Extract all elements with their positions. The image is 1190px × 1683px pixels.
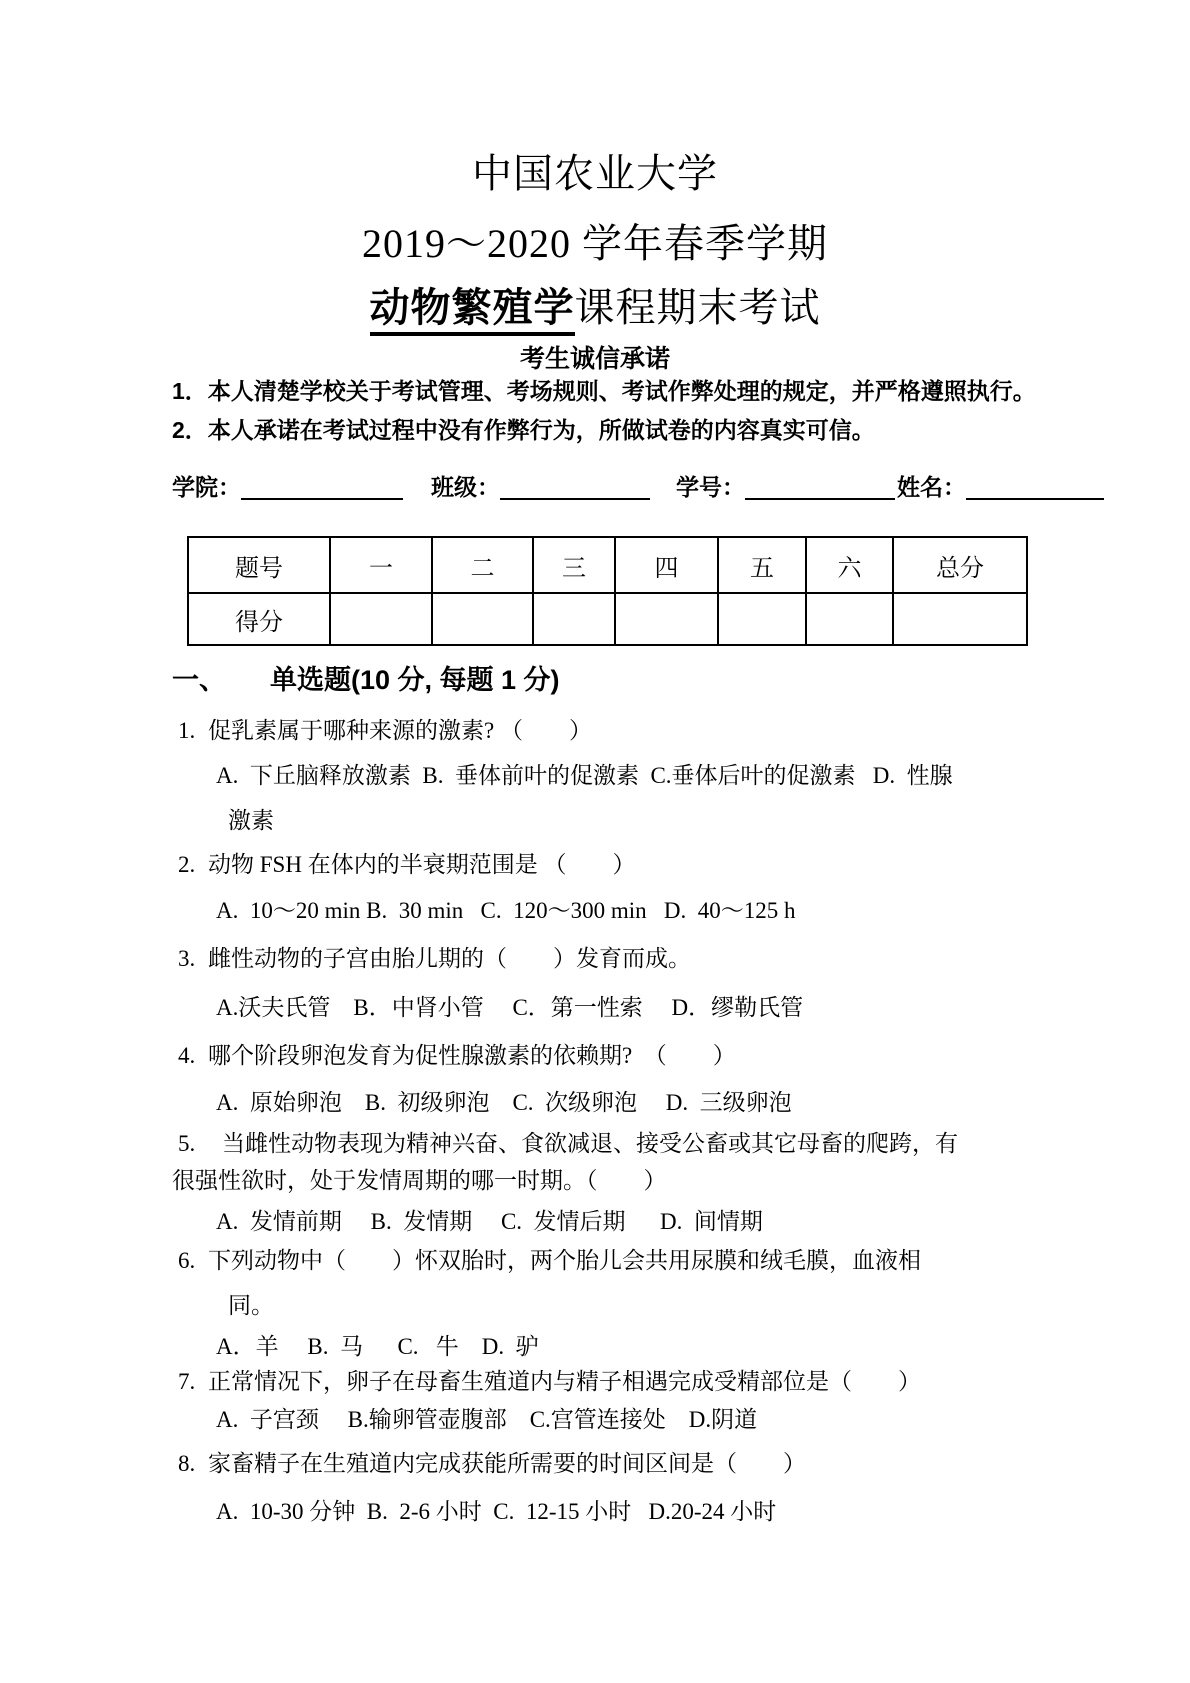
question-8 <box>178 1449 806 1479</box>
question-8-number: 8. <box>178 1451 196 1476</box>
question-1-options: A. 下丘脑释放激素 B. 垂体前叶的促激素 C.垂体后叶的促激素 D. 性腺 <box>216 763 953 788</box>
question-3-number: 3. <box>178 946 196 971</box>
score-header-cell: 二 <box>432 537 533 593</box>
question-3-options: A.沃夫氏管 B．中肾小管 C．第一性索 D．缪勒氏管 <box>216 995 804 1020</box>
student-id-label: 学号： <box>676 474 745 500</box>
question-1-text: 促乳素属于哪种来源的激素? （ ） <box>208 718 592 743</box>
score-table-score-row <box>188 593 1027 645</box>
score-row-label: 得分 <box>188 593 330 645</box>
question-4-options: A. 原始卵泡 B. 初级卵泡 C. 次级卵泡 D. 三级卵泡 <box>216 1090 792 1115</box>
question-6-options: A．羊 B. 马 C. 牛 D. 驴 <box>216 1334 539 1359</box>
question-5-options: A. 发情前期 B. 发情期 C. 发情后期 D. 间情期 <box>216 1209 763 1234</box>
student-id-blank <box>745 474 895 500</box>
score-table <box>187 536 1028 646</box>
score-header-cell: 三 <box>533 537 615 593</box>
name-blank <box>966 474 1104 500</box>
question-6 <box>178 1246 921 1276</box>
question-1-number: 1. <box>178 718 196 743</box>
question-1 <box>178 716 592 746</box>
section-title: 单选题(10 分, 每题 1 分) <box>270 665 560 695</box>
question-7 <box>178 1367 921 1397</box>
name-label: 姓名： <box>897 474 966 500</box>
score-header-cell: 五 <box>718 537 806 593</box>
pledge-item-2: 2．本人承诺在考试过程中没有作弊行为，所做试卷的内容真实可信。 <box>172 417 875 443</box>
question-5-text-line1: 当雌性动物表现为精神兴奋、食欲减退、接受公畜或其它母畜的爬跨，有 <box>222 1131 958 1156</box>
university-title: 中国农业大学 <box>472 151 718 196</box>
score-cell <box>330 593 432 645</box>
score-cell <box>893 593 1027 645</box>
question-2-number: 2. <box>178 852 196 877</box>
question-2-text: 动物 FSH 在体内的半衰期范围是 （ ） <box>208 852 636 877</box>
college-blank <box>241 474 403 500</box>
score-cell <box>718 593 806 645</box>
question-6-text-line1: 下列动物中（ ）怀双胎时，两个胎儿会共用尿膜和绒毛膜，血液相 <box>208 1248 921 1273</box>
semester-title: 2019～2020 学年春季学期 <box>362 221 828 266</box>
question-5 <box>178 1129 958 1159</box>
section-one-heading <box>172 658 560 697</box>
class-label: 班级： <box>431 474 500 500</box>
question-7-options: A. 子宫颈 B.输卵管壶腹部 C.宫管连接处 D.阴道 <box>216 1407 758 1432</box>
score-header-cell: 六 <box>806 537 893 593</box>
question-4 <box>178 1041 736 1071</box>
question-3 <box>178 944 691 974</box>
question-1-options-cont: 激素 <box>228 808 274 833</box>
question-7-number: 7. <box>178 1369 196 1394</box>
question-2 <box>178 850 635 880</box>
college-label: 学院： <box>172 474 241 500</box>
question-8-text: 家畜精子在生殖道内完成获能所需要的时间区间是（ ） <box>208 1451 806 1476</box>
score-cell <box>432 593 533 645</box>
question-4-text: 哪个阶段卵泡发育为促性腺激素的依赖期? （ ） <box>208 1043 736 1068</box>
score-header-cell: 一 <box>330 537 432 593</box>
question-8-options: A. 10-30 分钟 B. 2-6 小时 C. 12-15 小时 D.20-24 小时 <box>216 1499 777 1524</box>
question-7-text: 正常情况下，卵子在母畜生殖道内与精子相遇完成受精部位是（ ） <box>208 1369 921 1394</box>
score-header-cell: 四 <box>615 537 718 593</box>
question-4-number: 4. <box>178 1043 196 1068</box>
question-5-number: 5. <box>178 1131 196 1156</box>
pledge-item-1: 1．本人清楚学校关于考试管理、考场规则、考试作弊处理的规定，并严格遵照执行。 <box>172 378 1036 404</box>
course-name-underlined: 动物繁殖学 <box>370 286 575 336</box>
question-6-text-line2: 同。 <box>228 1293 274 1318</box>
exam-title-suffix: 课程期末考试 <box>574 285 821 330</box>
question-3-text: 雌性动物的子宫由胎儿期的（ ）发育而成。 <box>208 946 691 971</box>
score-header-cell: 题号 <box>188 537 330 593</box>
score-cell <box>806 593 893 645</box>
score-header-cell: 总分 <box>893 537 1027 593</box>
question-2-options: A. 10～20 min B. 30 min C. 120～300 min D. 40～125 h <box>216 898 796 923</box>
student-info-row <box>172 474 1104 500</box>
score-table-header-row <box>188 537 1027 593</box>
score-cell <box>533 593 615 645</box>
section-number: 一、 <box>172 665 226 695</box>
pledge-title: 考生诚信承诺 <box>519 345 670 373</box>
class-blank <box>500 474 650 500</box>
question-6-number: 6. <box>178 1248 196 1273</box>
question-5-text-line2: 很强性欲时，处于发情周期的哪一时期。（ ） <box>172 1168 667 1193</box>
exam-title <box>35 276 1155 333</box>
score-cell <box>615 593 718 645</box>
